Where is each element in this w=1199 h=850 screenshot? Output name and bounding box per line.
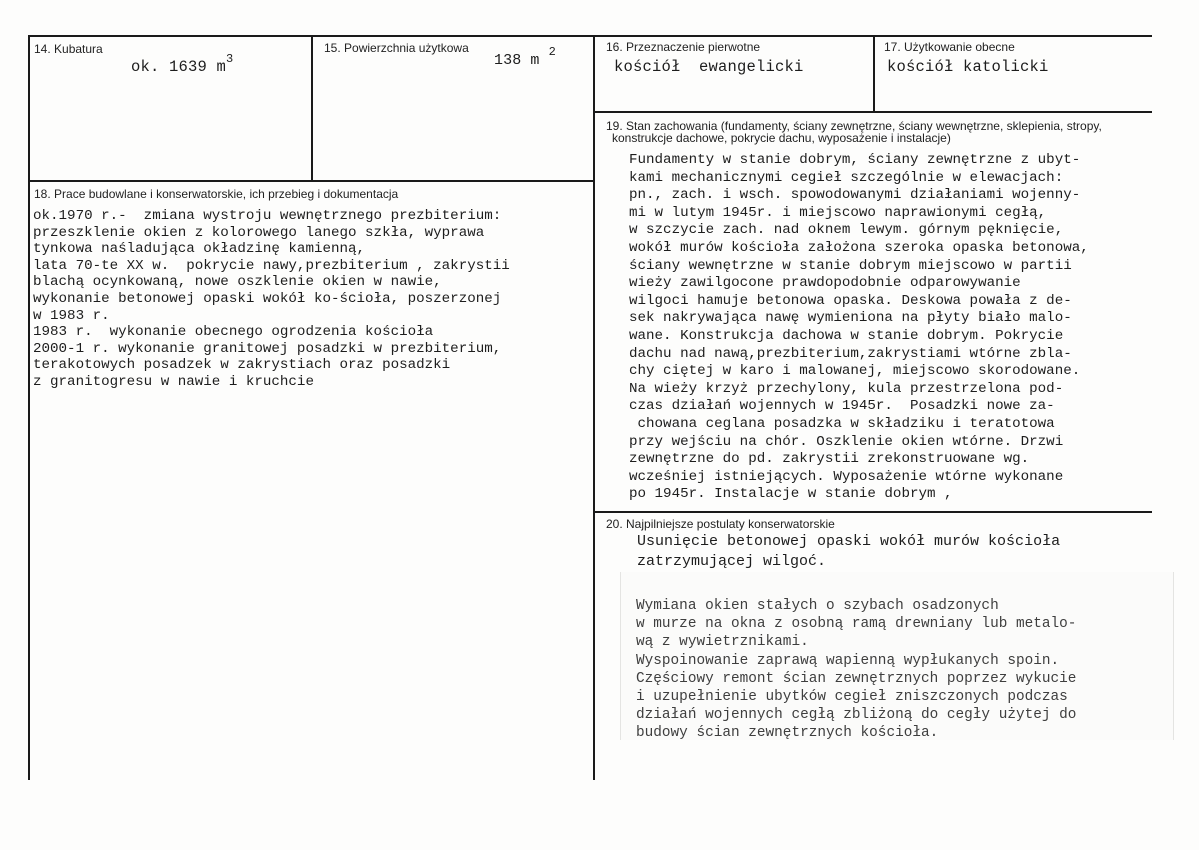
rule-col-14-15 bbox=[311, 35, 313, 181]
field-20-label: 20. Najpilniejsze postulaty konserwatorskie bbox=[606, 517, 835, 531]
field-19-label-line1: 19. Stan zachowania (fundamenty, ściany zewnętrzne, ściany wewnętrzne, sklepienia, stropy, bbox=[606, 119, 1102, 133]
field-20-text-pasted: Wymiana okien stałych o szybach osadzonych w murze na okna z osobną ramą drewniany lub metalo- wą z wywietrznikami. Wyspoinowanie zaprawą wapienną wypłukanych spoin. Częściowy remont ścian zewnętrznych poprzez wykucie i uzupełnienie ubytków cegieł zniszczonych podczas działań wojennych cegłą zbliżoną do cegły użytej do budowy ścian zewnętrznych kościoła. bbox=[636, 598, 1077, 742]
field-15-text: 138 m bbox=[494, 52, 540, 69]
field-14-unit-sup: 3 bbox=[226, 52, 234, 66]
rule-center bbox=[593, 35, 595, 780]
field-19-label-line2: konstrukcje dachowe, pokrycie dachu, wyposażenie i instalacje) bbox=[612, 131, 951, 145]
field-18-label: 18. Prace budowlane i konserwatorskie, ich przebieg i dokumentacja bbox=[34, 187, 399, 201]
rule-under-14-15 bbox=[28, 180, 594, 182]
field-16-value: kościół ewangelicki bbox=[614, 58, 804, 76]
field-14-label: 14. Kubatura bbox=[34, 42, 103, 56]
field-20-text-main: Usunięcie betonowej opaski wokół murów kościoła zatrzymującej wilgoć. bbox=[637, 533, 1061, 570]
field-14-value bbox=[131, 52, 234, 76]
field-15-value bbox=[494, 45, 556, 69]
field-15-label: 15. Powierzchnia użytkowa bbox=[324, 41, 469, 55]
rule-top bbox=[28, 35, 1152, 37]
field-17-label: 17. Użytkowanie obecne bbox=[884, 40, 1015, 54]
field-18-text: ok.1970 r.- zmiana wystroju wewnętrznego prezbiterium: przeszklenie okien z kolorowego lanego szkła, wyprawa tynkowa naśladująca okładzinę kamienną, lata 70-te XX w. pokrycie nawy,prezbiterium , zakrystii blachą ocynkowaną, nowe oszklenie okien w nawie, wykonanie betonowej opaski wokół ko-ścioła, poszerzonej w 1983 r. 1983 r. wykonanie obecnego ogrodzenia kościoła 2000-1 r. wykonanie granitowej posadzki w prezbiterium, terakotowych posadzek w zakrystiach oraz posadzki z granitogresu w nawie i kruchcie bbox=[33, 208, 510, 390]
rule-left bbox=[28, 35, 30, 780]
field-14-text: ok. 1639 m bbox=[131, 58, 227, 76]
rule-col-16-17 bbox=[873, 35, 875, 112]
field-19-text: Fundamenty w stanie dobrym, ściany zewnętrzne z ubyt- kami mechanicznymi cegieł szczególnie w elewacjach: pn., zach. i wsch. spowodowanymi działaniami wojenny- mi w lutym 1945r. i miejscowo naprawionymi cegłą, w szczycie zach. nad oknem lewym. górnym pęknięcie, wokół murów kościoła założona szeroka opaska betonowa, ściany wewnętrzne w stanie dobrym miejscowo w partii wieży zawilgocone prawdopodobnie odparowywanie wilgoci hamuje betonowa opaska. Deskowa powała z de- sek nakrywająca nawę wymieniona na płyty biało malo- wane. Konstrukcja dachowa w stanie dobrym. Pokrycie dachu nad nawą,prezbiterium,zakrystiami wtórne zbla- chy ciętej w karo i malowanej, miejscowo skorodowane. Na wieży krzyż przechylony, kula przestrzelona pod- czas działań wojennych w 1945r. Posadzki nowe za- chowana ceglana posadzka w składziku i teratotowa przy wejściu na chór. Oszklenie okien wtórne. Drzwi zewnętrzne do pd. zakrystii zrekonstruowane wg. wcześniej istniejących. Wyposażenie wtórne wykonane po 1945r. Instalacje w stanie dobrym , bbox=[629, 152, 1089, 503]
field-17-value: kościół katolicki bbox=[887, 58, 1049, 76]
field-16-label: 16. Przeznaczenie pierwotne bbox=[606, 40, 761, 54]
rule-above-20 bbox=[593, 511, 1152, 513]
rule-under-16-17 bbox=[593, 111, 1152, 113]
field-15-unit-sup: 2 bbox=[548, 45, 556, 59]
